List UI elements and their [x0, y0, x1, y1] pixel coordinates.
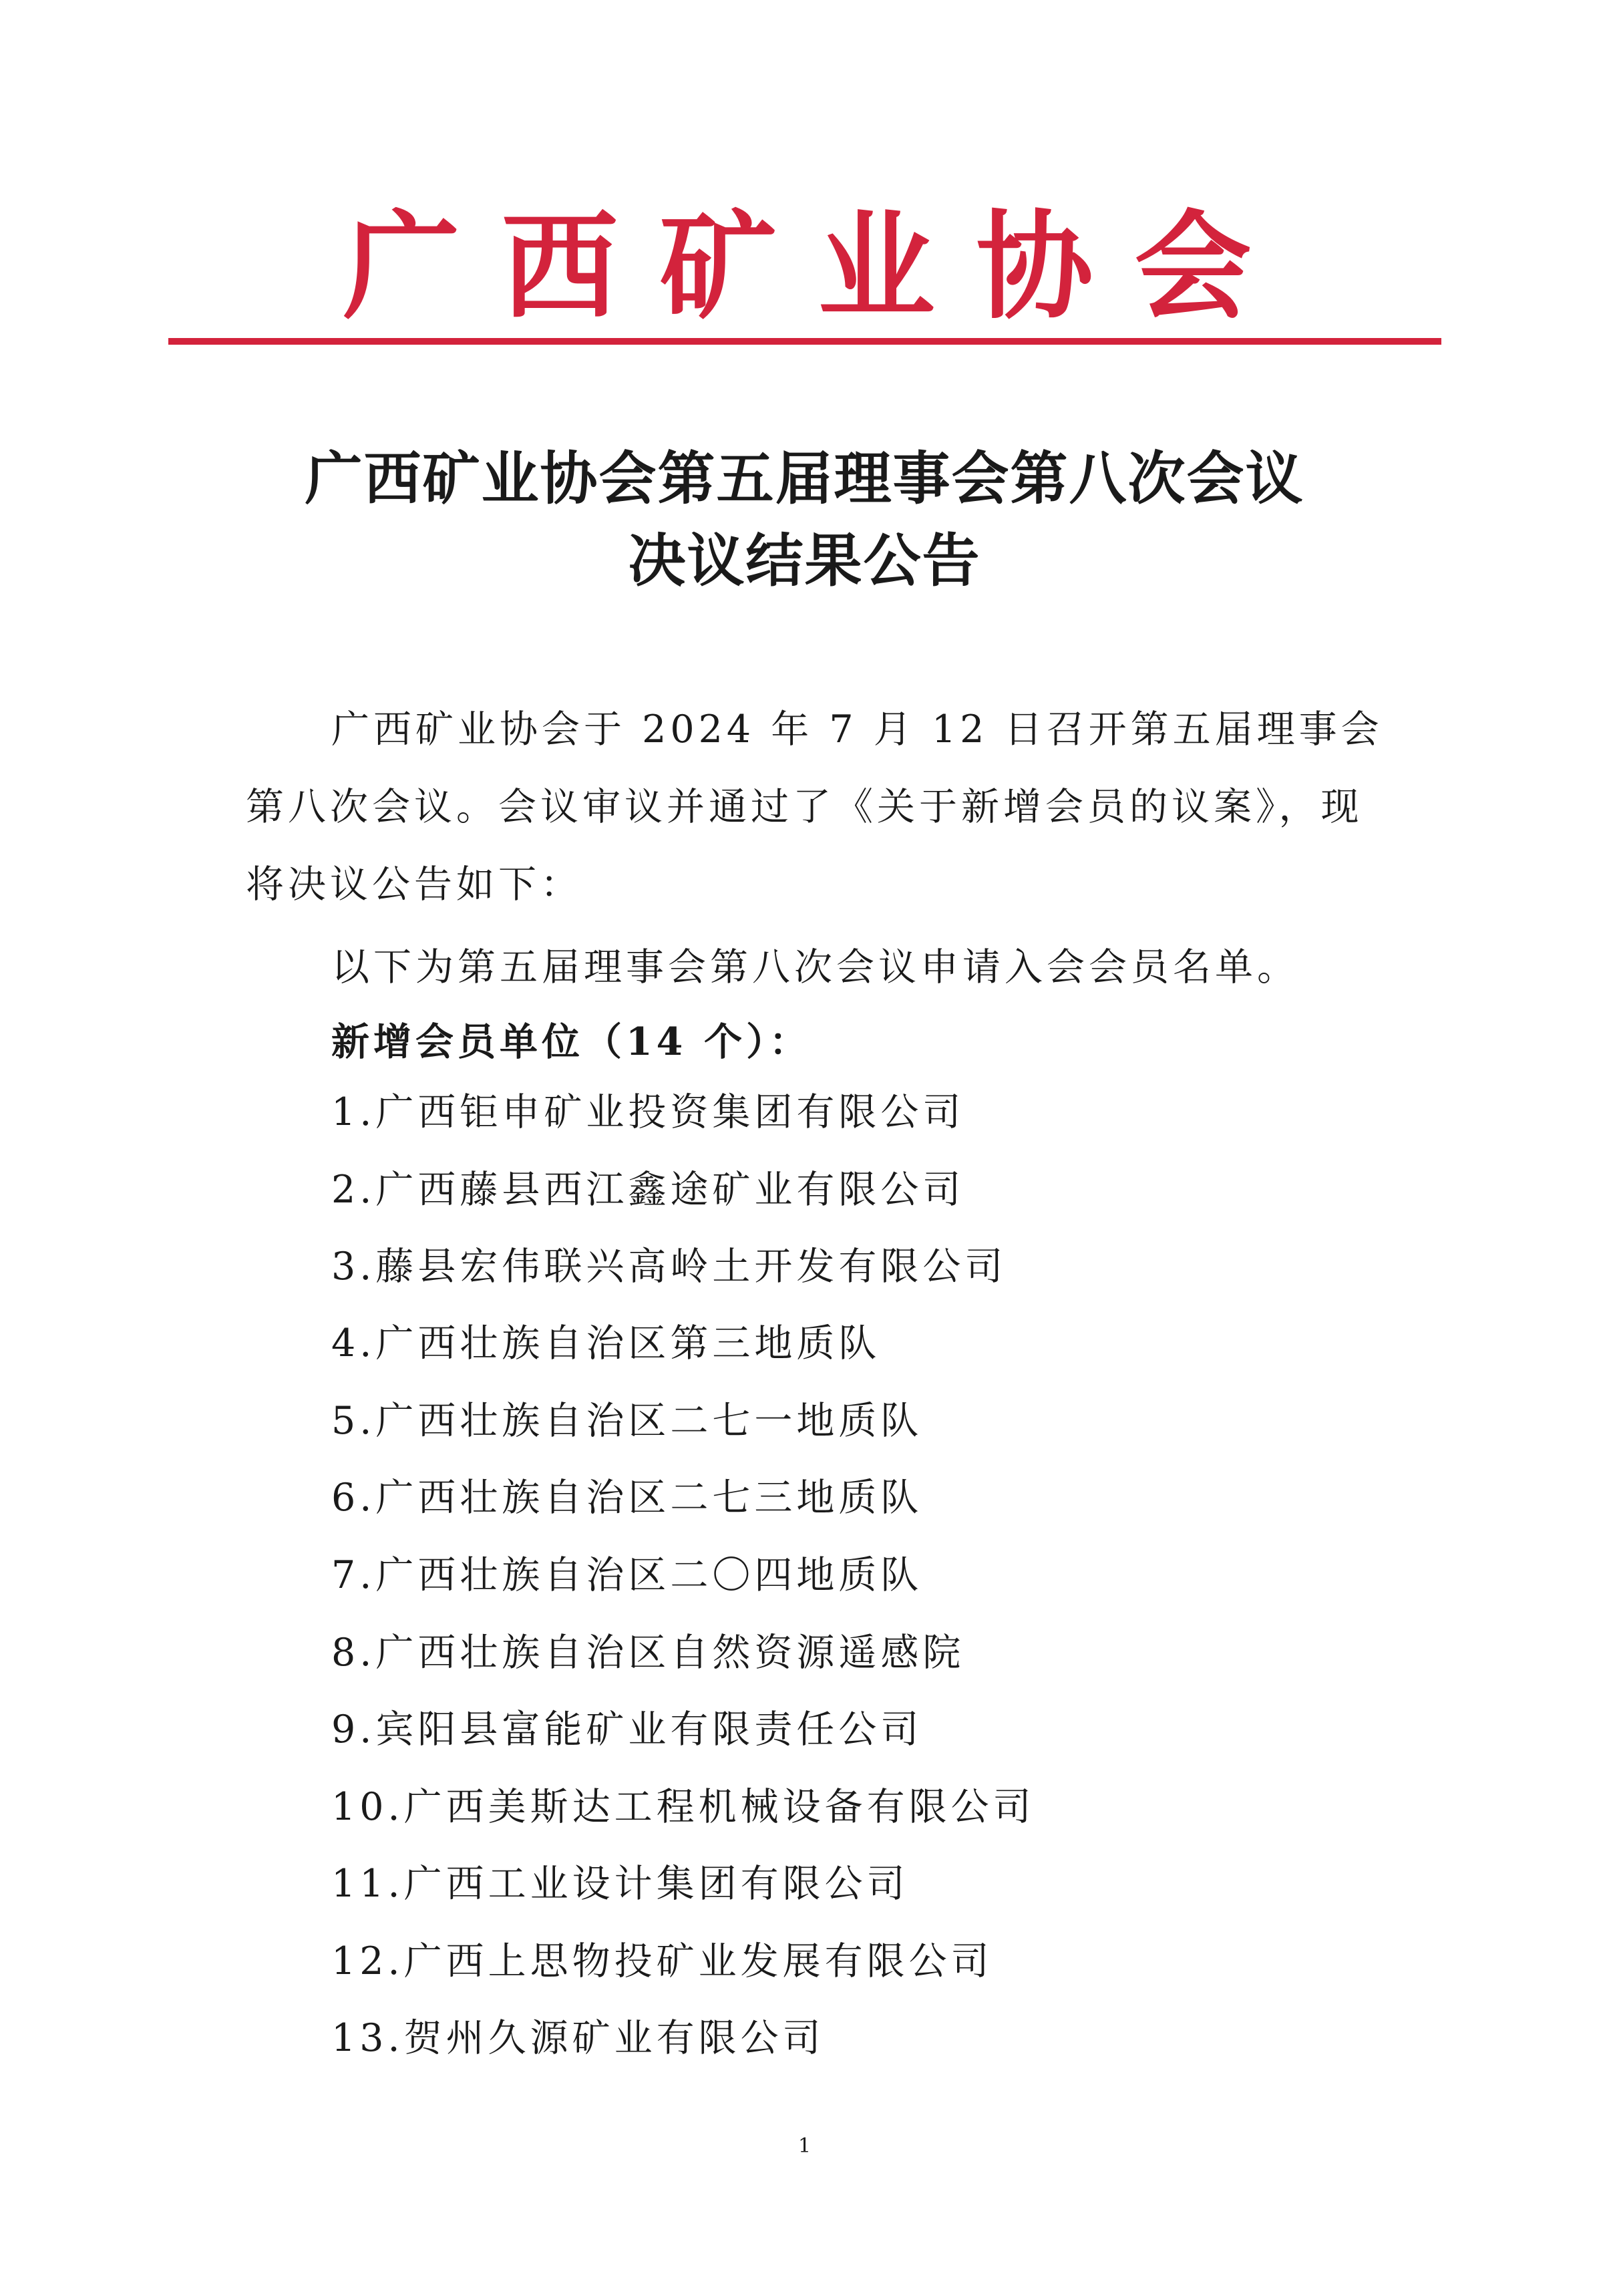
member-item: 12.广西上思物投矿业发展有限公司: [331, 1939, 993, 1983]
member-item: 10.广西美斯达工程机械设备有限公司: [331, 1785, 1035, 1829]
list-intro: 以下为第五届理事会第八次会议申请入会会员名单。: [331, 945, 1299, 989]
member-item: 2.广西藤县西江鑫途矿业有限公司: [331, 1168, 965, 1212]
member-item: 8.广西壮族自治区自然资源遥感院: [331, 1631, 965, 1675]
member-item: 6.广西壮族自治区二七三地质队: [331, 1476, 923, 1520]
member-item: 13.贺州久源矿业有限公司: [331, 2016, 825, 2060]
letterhead-org-name: 广西矿业协会: [343, 198, 1293, 335]
member-item: 11.广西工业设计集团有限公司: [331, 1862, 909, 1906]
document-title-line-2: 决议结果公告: [628, 527, 981, 595]
page-number: 1: [797, 2134, 812, 2158]
document-title-line-1: 广西矿业协会第五届理事会第八次会议: [305, 445, 1304, 512]
letterhead-divider: [168, 338, 1441, 345]
intro-paragraph: 广西矿业协会于 2024 年 7 月 12 日召开第五届理事会第八次会议。会议审议并通过了《关于新增会员的议案》，现将决议公告如下：: [246, 707, 1383, 907]
section-heading: 新增会员单位（14 个）：: [331, 1019, 812, 1064]
member-item: 5.广西壮族自治区二七一地质队: [331, 1399, 923, 1443]
member-item: 1.广西钜申矿业投资集团有限公司: [331, 1090, 965, 1134]
member-item: 3.藤县宏伟联兴高岭土开发有限公司: [331, 1245, 1007, 1289]
member-item: 9.宾阳县富能矿业有限责任公司: [331, 1707, 923, 1752]
member-item: 4.广西壮族自治区第三地质队: [331, 1321, 881, 1365]
member-item: 7.广西壮族自治区二〇四地质队: [331, 1553, 923, 1597]
